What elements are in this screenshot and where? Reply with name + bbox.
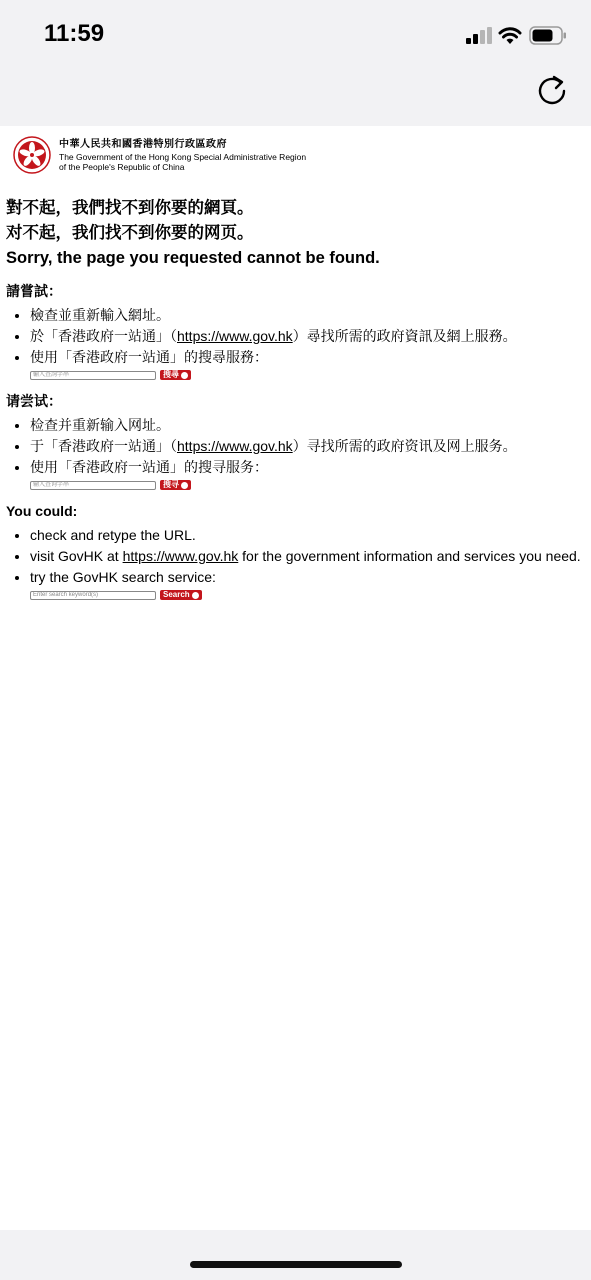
list-item: • 於「香港政府一站通」（https://www.gov.hk）尋找所需的政府資訊及網上服務。 [30,326,581,346]
web-page [0,126,591,1230]
govhk-link-tc[interactable]: https://www.gov.hk [177,328,293,344]
error-heading-tc: 對不起，我們找不到你要的網頁。 [6,199,254,217]
header-title-en-2: of the People's Republic of China [59,162,185,172]
home-indicator[interactable] [190,1261,402,1268]
list-item: • 于「香港政府一站通」（https://www.gov.hk）寻找所需的政府资讯及网上服务。 [30,436,581,456]
search-input-tc[interactable]: 輸入查詢字串 [30,371,156,380]
header-title-zh: 中華人民共和國香港特別行政區政府 [59,139,227,150]
list-item: • visit GovHK at https://www.gov.hk for the government information and services you need. [30,546,581,566]
hk-bauhinia-emblem-icon [13,136,51,174]
suggestion-list-sc [6,415,581,477]
search-row-tc [30,369,581,381]
magnifier-icon [192,592,199,599]
search-row-en [30,589,581,601]
suggestion-list-tc [6,305,581,367]
list-item: • 检查并重新输入网址。 [30,415,581,435]
cellular-signal-icon [466,27,492,44]
error-heading-sc: 对不起，我们找不到你要的网页。 [6,224,254,242]
error-content [6,196,581,605]
section-title-en: You could: [6,503,78,519]
status-bar [0,0,591,126]
reload-icon[interactable] [535,74,569,108]
list-item: • try the GovHK search service: [30,567,581,587]
list-item: • 使用「香港政府一站通」的搜寻服务： [30,457,581,477]
section-title-tc: 請嘗試： [6,283,62,299]
status-time: 11:59 [44,20,105,47]
government-header [59,140,306,173]
bottom-bar [0,1230,591,1280]
search-button-sc[interactable]: 搜寻 [160,480,191,490]
magnifier-icon [181,372,188,379]
search-input-sc[interactable]: 输入查询字串 [30,481,156,490]
section-title-sc: 请尝试： [6,393,62,409]
search-row-sc [30,479,581,491]
battery-icon [529,26,567,45]
search-button-en[interactable]: Search [160,590,202,600]
wifi-icon [498,25,522,45]
search-input-en[interactable]: Enter search keyword(s) [30,591,156,600]
suggestion-list-en [6,525,581,587]
error-heading-en: Sorry, the page you requested cannot be found. [6,249,380,267]
search-button-tc[interactable]: 搜尋 [160,370,191,380]
govhk-link-sc[interactable]: https://www.gov.hk [177,438,293,454]
list-item: • 檢查並重新輸入網址。 [30,305,581,325]
header-title-en-1: The Government of the Hong Kong Special Administrative Region [59,151,307,162]
govhk-link-en[interactable]: https://www.gov.hk [122,548,239,564]
list-item: • 使用「香港政府一站通」的搜尋服務： [30,347,581,367]
magnifier-icon [181,482,188,489]
list-item: • check and retype the URL. [30,525,581,545]
